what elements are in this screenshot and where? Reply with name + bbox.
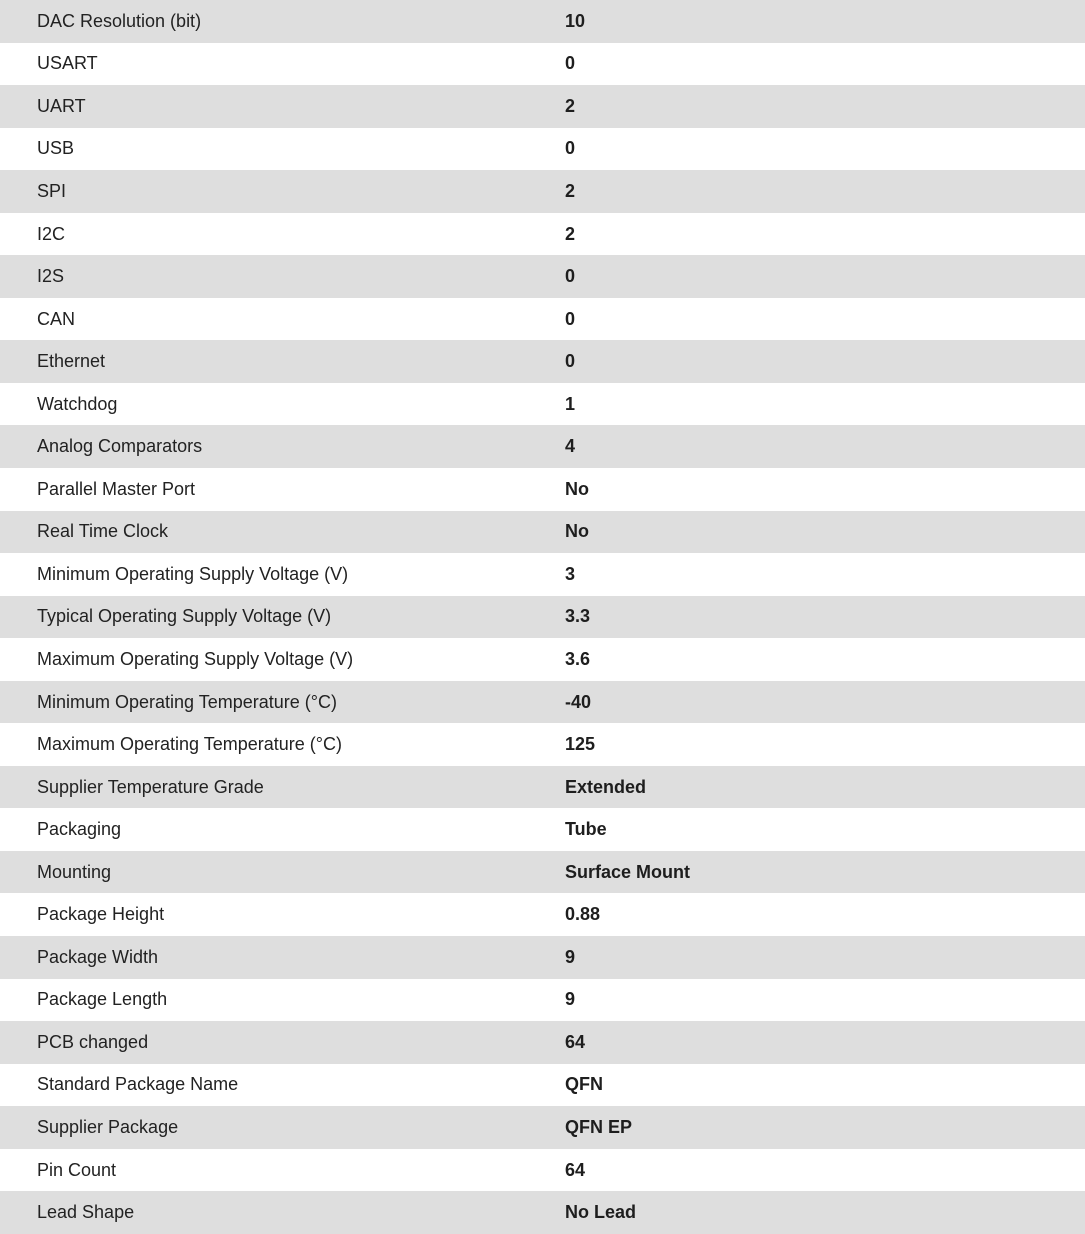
spec-label: DAC Resolution (bit) (37, 10, 202, 31)
spec-value: Surface Mount (565, 861, 691, 882)
spec-value: 2 (565, 180, 576, 201)
spec-label: Minimum Operating Temperature (°C) (37, 691, 337, 712)
spec-label: Supplier Temperature Grade (37, 776, 264, 797)
table-row (0, 681, 1085, 724)
spec-label: Package Width (37, 946, 159, 967)
spec-label: USB (37, 138, 75, 159)
spec-value: No (565, 478, 589, 499)
spec-value: 0.88 (565, 904, 601, 925)
table-row (0, 936, 1085, 979)
spec-value: 10 (565, 10, 586, 31)
spec-label: Package Height (37, 904, 165, 925)
table-row (0, 170, 1085, 213)
spec-label: I2S (37, 266, 65, 287)
spec-value: 0 (565, 53, 576, 74)
spec-value: 0 (565, 138, 576, 159)
spec-value: Extended (565, 776, 647, 797)
spec-value: 0 (565, 308, 576, 329)
table-row (0, 596, 1085, 639)
table-row (0, 808, 1085, 851)
spec-label: PCB changed (37, 1031, 149, 1052)
spec-label: Ethernet (37, 351, 106, 372)
table-row (0, 1021, 1085, 1064)
spec-label: Mounting (37, 861, 112, 882)
spec-label: Maximum Operating Supply Voltage (V) (37, 648, 354, 669)
table-row (0, 893, 1085, 936)
table-row (0, 128, 1085, 171)
spec-label: Typical Operating Supply Voltage (V) (37, 606, 332, 627)
spec-value: No Lead (565, 1202, 637, 1223)
spec-label: Lead Shape (37, 1202, 135, 1223)
spec-label: Supplier Package (37, 1116, 179, 1137)
spec-label: I2C (37, 223, 66, 244)
spec-value: 3.6 (565, 648, 591, 669)
spec-label: SPI (37, 180, 67, 201)
spec-value: QFN EP (565, 1116, 633, 1137)
spec-label: Package Length (37, 989, 168, 1010)
spec-label: UART (37, 95, 86, 116)
spec-value: 2 (565, 223, 576, 244)
spec-value: 64 (565, 1031, 586, 1052)
spec-value: 9 (565, 989, 576, 1010)
table-row (0, 1191, 1085, 1234)
spec-label: Standard Package Name (37, 1074, 239, 1095)
table-row (0, 1064, 1085, 1107)
spec-label: CAN (37, 308, 76, 329)
table-row (0, 255, 1085, 298)
spec-value: 3 (565, 563, 576, 584)
spec-value: 4 (565, 436, 576, 457)
spec-label: Watchdog (37, 393, 118, 414)
spec-value: 1 (565, 393, 576, 414)
spec-label: Parallel Master Port (37, 478, 196, 499)
table-row (0, 213, 1085, 256)
spec-value: QFN (565, 1074, 603, 1095)
table-row (0, 1106, 1085, 1149)
spec-value: 0 (565, 266, 576, 287)
table-row (0, 383, 1085, 426)
spec-label: Analog Comparators (37, 436, 203, 457)
spec-value: -40 (565, 691, 592, 712)
spec-label: Real Time Clock (37, 521, 169, 542)
table-row (0, 0, 1085, 43)
table-row (0, 1149, 1085, 1192)
table-row (0, 425, 1085, 468)
table-row (0, 979, 1085, 1022)
spec-label: Packaging (37, 819, 122, 840)
table-row (0, 85, 1085, 128)
spec-value: No (565, 521, 589, 542)
table-row (0, 851, 1085, 894)
spec-value: Tube (565, 819, 607, 840)
spec-label: USART (37, 53, 98, 74)
table-row (0, 553, 1085, 596)
table-row (0, 340, 1085, 383)
table-row (0, 43, 1085, 86)
table-row (0, 723, 1085, 766)
table-row (0, 511, 1085, 554)
spec-label: Minimum Operating Supply Voltage (V) (37, 563, 349, 584)
table-row (0, 638, 1085, 681)
table-row (0, 468, 1085, 511)
table-row (0, 298, 1085, 341)
spec-value: 64 (565, 1159, 586, 1180)
spec-value: 0 (565, 351, 576, 372)
spec-value: 9 (565, 946, 576, 967)
spec-value: 125 (565, 734, 596, 755)
spec-label: Maximum Operating Temperature (°C) (37, 734, 342, 755)
spec-value: 3.3 (565, 606, 591, 627)
spec-label: Pin Count (37, 1159, 117, 1180)
spec-value: 2 (565, 95, 576, 116)
table-row (0, 766, 1085, 809)
